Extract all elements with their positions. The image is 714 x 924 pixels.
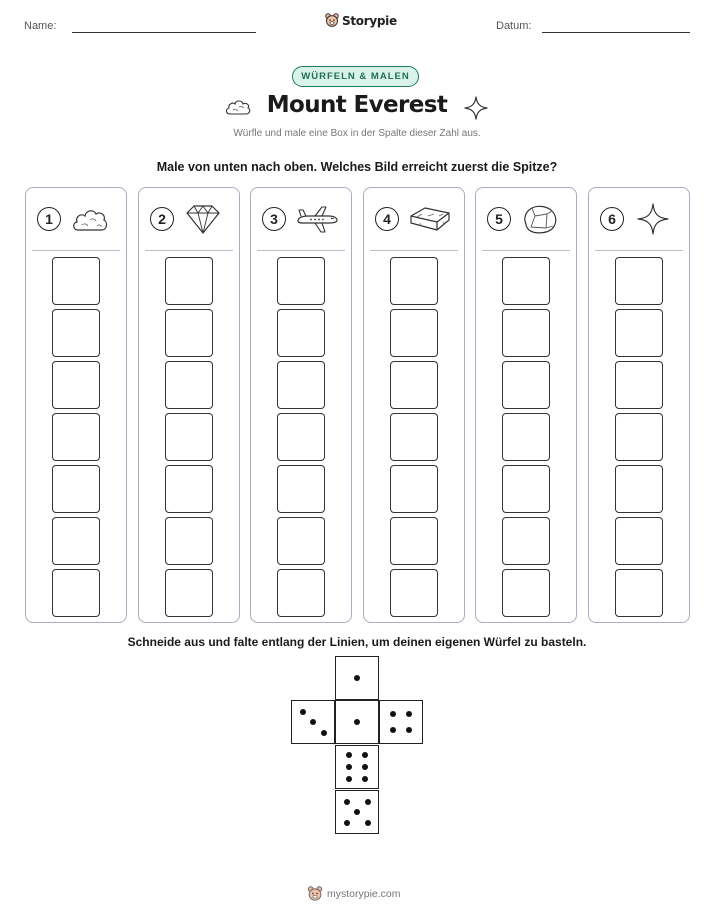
color-box[interactable]	[390, 413, 438, 461]
color-box[interactable]	[390, 465, 438, 513]
column-2	[138, 187, 240, 623]
color-box[interactable]	[277, 569, 325, 617]
dice-pip	[344, 820, 350, 826]
dice-pip	[310, 719, 316, 725]
date-label: Datum:	[496, 20, 532, 32]
cloud-icon	[70, 202, 110, 236]
activity-badge: WÜRFELN & MALEN	[292, 66, 419, 87]
dice-face	[335, 790, 379, 834]
column-divider	[370, 250, 458, 251]
column-number: 2	[150, 207, 174, 231]
color-box[interactable]	[615, 569, 663, 617]
color-box[interactable]	[502, 517, 550, 565]
dice-pip	[354, 809, 360, 815]
color-box[interactable]	[390, 569, 438, 617]
ice-block-icon	[408, 202, 452, 236]
column-divider	[257, 250, 345, 251]
color-box[interactable]	[502, 413, 550, 461]
dice-pip	[406, 727, 412, 733]
column-divider	[145, 250, 233, 251]
dice-pip	[354, 719, 360, 725]
color-box[interactable]	[165, 517, 213, 565]
column-header	[476, 188, 576, 250]
instruction: Male von unten nach oben. Welches Bild erreicht zuerst die Spitze?	[156, 160, 558, 174]
dice-pip	[300, 709, 306, 715]
dice-pip	[346, 776, 352, 782]
column-6	[588, 187, 690, 623]
dice-pip	[321, 730, 327, 736]
dice-pip	[362, 752, 368, 758]
dice-pip	[406, 711, 412, 717]
color-box[interactable]	[390, 361, 438, 409]
color-box[interactable]	[615, 465, 663, 513]
color-box[interactable]	[165, 465, 213, 513]
dice-pip	[346, 752, 352, 758]
color-box[interactable]	[390, 257, 438, 305]
color-box[interactable]	[165, 361, 213, 409]
color-box[interactable]	[52, 309, 100, 357]
dice-face	[335, 745, 379, 789]
column-number: 1	[37, 207, 61, 231]
color-box[interactable]	[615, 257, 663, 305]
name-line[interactable]	[72, 32, 256, 33]
color-box[interactable]	[165, 257, 213, 305]
column-header	[251, 188, 351, 250]
column-header	[26, 188, 126, 250]
airplane-icon	[295, 202, 339, 236]
color-box[interactable]	[615, 413, 663, 461]
column-divider	[32, 250, 120, 251]
column-number: 6	[600, 207, 624, 231]
color-box[interactable]	[52, 413, 100, 461]
color-box[interactable]	[277, 361, 325, 409]
bear-icon	[325, 13, 339, 28]
color-box[interactable]	[390, 517, 438, 565]
column-header	[139, 188, 239, 250]
footer	[307, 886, 401, 902]
footer-url: mystorypie.com	[327, 888, 401, 900]
color-box[interactable]	[277, 257, 325, 305]
column-number: 4	[375, 207, 399, 231]
color-box[interactable]	[165, 413, 213, 461]
color-box[interactable]	[502, 465, 550, 513]
dice-pip	[346, 764, 352, 770]
title-row	[0, 92, 714, 126]
dice-pip	[362, 776, 368, 782]
subtitle: Würfle und male eine Box in der Spalte dieser Zahl aus.	[233, 128, 481, 139]
dice-face	[335, 700, 379, 744]
logo-text: Storypie	[342, 13, 397, 28]
color-box[interactable]	[390, 309, 438, 357]
column-3	[250, 187, 352, 623]
dice-pip	[365, 820, 371, 826]
dice-pip	[390, 727, 396, 733]
color-box[interactable]	[165, 569, 213, 617]
column-header	[589, 188, 689, 250]
sparkle-icon	[633, 202, 671, 236]
bear-icon	[307, 886, 323, 902]
column-number: 5	[487, 207, 511, 231]
color-box[interactable]	[615, 517, 663, 565]
dice-face	[335, 656, 379, 700]
color-box[interactable]	[615, 309, 663, 357]
storypie-logo	[325, 13, 397, 28]
color-box[interactable]	[277, 465, 325, 513]
color-box[interactable]	[52, 465, 100, 513]
color-box[interactable]	[502, 309, 550, 357]
cut-instruction: Schneide aus und falte entlang der Linien, um deinen eigenen Würfel zu basteln.	[127, 635, 587, 649]
color-box[interactable]	[502, 257, 550, 305]
column-number: 3	[262, 207, 286, 231]
column-divider	[482, 250, 570, 251]
page-title: Mount Everest	[266, 92, 448, 118]
color-box[interactable]	[165, 309, 213, 357]
sparkle-icon	[463, 95, 489, 121]
color-box[interactable]	[277, 309, 325, 357]
dice-pip	[354, 675, 360, 681]
dice-face	[379, 700, 423, 744]
dice-pip	[365, 799, 371, 805]
rock-icon	[520, 202, 560, 236]
dice-pip	[362, 764, 368, 770]
diamond-icon	[183, 202, 223, 236]
color-box[interactable]	[502, 361, 550, 409]
name-label: Name:	[24, 20, 57, 32]
color-box[interactable]	[52, 361, 100, 409]
color-box[interactable]	[52, 257, 100, 305]
color-box[interactable]	[502, 569, 550, 617]
column-4	[363, 187, 465, 623]
dice-pip	[344, 799, 350, 805]
date-line[interactable]	[542, 32, 690, 33]
cloud-icon	[224, 96, 252, 118]
dice-pip	[390, 711, 396, 717]
dice-face	[291, 700, 335, 744]
color-box[interactable]	[615, 361, 663, 409]
column-5	[475, 187, 577, 623]
column-divider	[595, 250, 683, 251]
column-1	[25, 187, 127, 623]
color-box[interactable]	[277, 517, 325, 565]
color-box[interactable]	[52, 569, 100, 617]
color-box[interactable]	[52, 517, 100, 565]
color-box[interactable]	[277, 413, 325, 461]
column-header	[364, 188, 464, 250]
